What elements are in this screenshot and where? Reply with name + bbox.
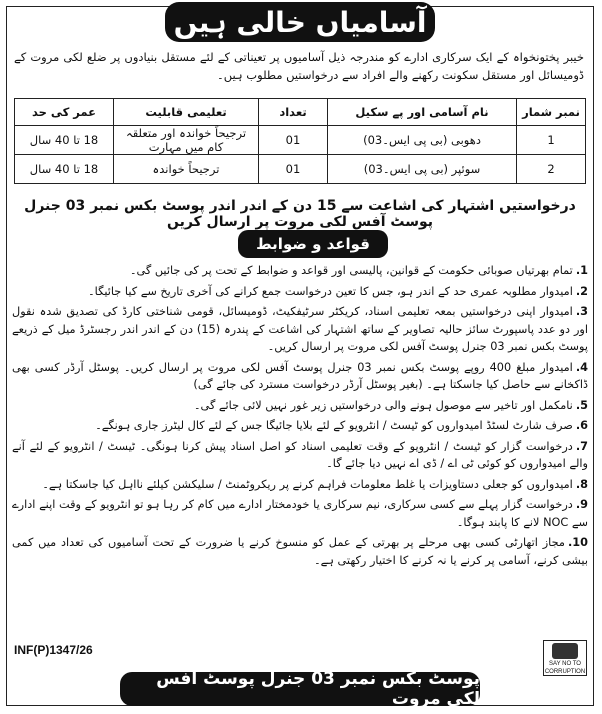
rule-number: 7.: [575, 439, 588, 453]
rule-text: تمام بھرتیاں صوبائی حکومت کے قوانین، پالیسی اور قواعد و ضوابط کے تحت پر کی جائیں گی۔: [129, 264, 573, 277]
rule-text: امیدوار اپنی درخواستیں بمعہ تعلیمی اسناد، کریکٹر سرٹیفکیٹ، ڈومیسائل، قومی شناختی کارڈ کی تصدیق شدہ نقول اور دو عدد پاسپورٹ سائز حالیہ تصاویر کے ساتھ اشتہار کی اشاعت کے پندرہ (15) دن کے اندر اندر رجسٹرڈ میل کے ذریعے پوسٹ بکس نمبر 03 جنرل پوسٹ آفس لکی مروت پر ارسال کریں۔: [12, 305, 588, 353]
rule-item: [12, 262, 588, 280]
rule-item: [12, 303, 588, 356]
posts-table: [14, 98, 586, 184]
cell-serial: 1: [517, 126, 586, 155]
page-title: آسامیاں خالی ہیں: [173, 5, 427, 39]
rule-item: [12, 359, 588, 394]
reference-number: INF(P)1347/26: [14, 643, 93, 657]
title-banner: [165, 2, 435, 42]
cell-serial: 2: [517, 155, 586, 184]
rule-number: 8.: [575, 477, 588, 491]
header-qualification: تعلیمی قابلیت: [114, 99, 259, 126]
rule-item: [12, 397, 588, 415]
header-post-name: نام آسامی اور پے سکیل: [328, 99, 517, 126]
rule-number: 9.: [575, 498, 588, 511]
cell-age-limit: 18 تا 40 سال: [15, 155, 114, 184]
logo-icon: [552, 643, 578, 659]
cell-post-name: سوئپر (بی پی ایس۔03): [328, 155, 517, 184]
header-serial: نمبر شمار: [517, 99, 586, 126]
cell-qualification: ترجیحاً خواندہ اور متعلقہ کام میں مہارت: [114, 126, 259, 155]
cell-qualification: ترجیحاً خواندہ: [114, 155, 259, 184]
rule-number: 5.: [575, 398, 588, 412]
footer-banner: [120, 669, 480, 709]
table-row: [15, 126, 586, 155]
rule-text: درخواست گزار پہلے سے کسی سرکاری، نیم سرکاری یا خودمختار ادارے میں کام کر رہا ہو تو انٹرویو کے وقت اپنے ادارے سے NOC لانے کا پابند ہوگا۔: [12, 498, 588, 529]
intro-text: خیبر پختونخواہ کے ایک سرکاری ادارے کو مندرجہ ذیل آسامیوں پر تعیناتی کے لئے مستقل بنیادوں پر ضلع لکی مروت کے ڈومیسائل اور مستقل سکونت رکھنے والے افراد سے درخواستیں مطلوب ہیں۔: [14, 50, 584, 82]
rule-number: 6.: [575, 419, 588, 432]
anti-corruption-logo: [543, 640, 587, 676]
rule-text: صرف شارٹ لسٹڈ امیدواروں کو ٹیسٹ / انٹرویو کے لئے بلایا جائیگا جس کے لئے کال لیٹرز جاری ہونگے۔: [95, 419, 573, 432]
cell-age-limit: 18 تا 40 سال: [15, 126, 114, 155]
rule-text: مجاز اتھارٹی کسی بھی مرحلے پر بھرتی کے عمل کو منسوخ کرنے یا ضرورت کے تحت آسامیوں کی تعداد میں کمی بیشی کرنے، آسامی پر کرنے یا نہ کرنے کا اختیار رکھتی ہے۔: [12, 536, 588, 567]
rule-text: امیدوار مبلغ 400 روپے پوسٹ بکس نمبر 03 جنرل پوسٹ آفس لکی مروت پر ارسال کریں۔ پوسٹل آرڈر کسی بھی ڈاکخانے سے حاصل کیا جاسکتا ہے۔ (بغیر پوسٹل آرڈر درخواست مسترد کی جائے گی): [12, 360, 588, 391]
rule-item: [12, 438, 588, 473]
table-header-row: [15, 99, 586, 126]
rules-title: قواعد و ضوابط: [256, 235, 370, 253]
rule-number: 3.: [575, 305, 588, 318]
rule-number: 1.: [575, 264, 588, 277]
cell-count: 01: [259, 155, 328, 184]
rule-number: 4.: [575, 360, 588, 374]
rule-item: [12, 476, 588, 494]
header-count: تعداد: [259, 99, 328, 126]
rule-item: [12, 534, 588, 569]
rule-text: نامکمل اور تاخیر سے موصول ہونے والی درخواستیں زیر غور نہیں لائی جائے گی۔: [193, 398, 573, 412]
rule-item: [12, 496, 588, 531]
logo-caption: SAY NO TO CORRUPTION: [544, 661, 586, 675]
footer-address: پوسٹ بکس نمبر 03 جنرل پوسٹ آفس لکی مروت: [156, 669, 480, 709]
rule-item: [12, 417, 588, 435]
cell-post-name: دھوبی (بی پی ایس۔03): [328, 126, 517, 155]
rules-title-banner: [238, 230, 388, 258]
rule-text: امیدوار مطلوبہ عمری حد کے اندر ہو، جس کا تعین درخواست جمع کرانے کی آخری تاریخ سے کیا جائیگا۔: [88, 284, 573, 298]
table-row: [15, 155, 586, 184]
cell-count: 01: [259, 126, 328, 155]
deadline-text: درخواستیں اشتہار کی اشاعت سے 15 دن کے اندر اندر پوسٹ بکس نمبر 03 جنرل پوسٹ آفس لکی مروت پر ارسال کریں: [24, 198, 576, 230]
rule-text: امیدواروں کو جعلی دستاویزات یا غلط معلومات فراہم کرنے پر ریکروٹمنٹ / سلیکشن کیلئے نااہل کیا جاسکتا ہے۔: [42, 477, 573, 491]
header-age-limit: عمر کی حد: [15, 99, 114, 126]
rule-number: 10.: [567, 536, 588, 549]
rule-item: [12, 283, 588, 301]
rule-text: درخواست گزار کو ٹیسٹ / انٹرویو کے وقت تعلیمی اسناد کو اصل اسناد پیش کرنا ہونگی۔ ٹیسٹ / انٹرویو کے لئے آنے والے امیدواروں کو کوئی ٹی اے / ڈی اے نہیں دیا جائے گا۔: [12, 439, 588, 470]
rules-list: [12, 262, 588, 572]
rule-number: 2.: [575, 284, 588, 298]
